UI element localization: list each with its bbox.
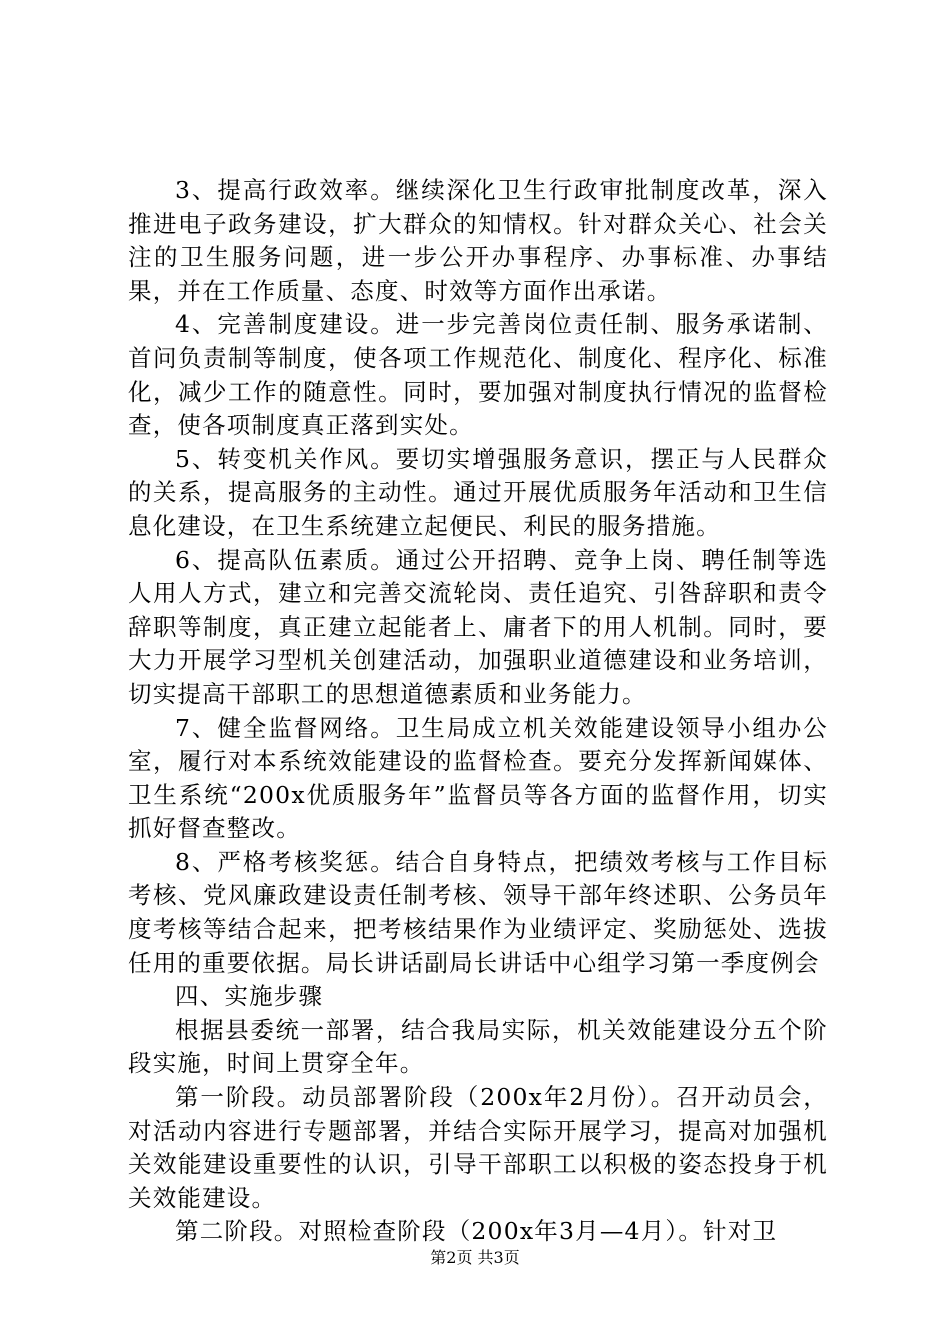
paragraph-deployment: 根据县委统一部署，结合我局实际，机关效能建设分五个阶段实施，时间上贯穿全年。 [128, 1015, 828, 1078]
page-footer: 第2页 共3页 [430, 1248, 520, 1267]
document-body [128, 174, 828, 1249]
section-heading: 四、实施步骤 [175, 982, 324, 1011]
paragraph-supervision-network: 7、健全监督网络。卫生局成立机关效能建设领导小组办公室，履行对本系统效能建设的监督检查。要充分发挥新闻媒体、卫生系统“200x优质服务年”监督员等各方面的监督作用，切实抓好督查整改。 [128, 713, 828, 843]
paragraph-assessment: 8、严格考核奖惩。结合自身特点，把绩效考核与工作目标考核、党风廉政建设责任制考核、领导干部年终述职、公务员年度考核等结合起来，把考核结果作为业绩评定、奖励惩处、选拔任用的重要依据。局长讲话副局长讲话中心组学习第一季度例会 [128, 847, 828, 977]
paragraph-phase-one: 第一阶段。动员部署阶段（200x年2月份）。召开动员会，对活动内容进行专题部署，并结合实际开展学习，提高对加强机关效能建设重要性的认识，引导干部职工以积极的姿态投身于机关效能建设。 [128, 1083, 828, 1212]
paragraph-staff-quality: 6、提高队伍素质。通过公开招聘、竞争上岗、聘任制等选人用人方式，建立和完善交流轮岗、责任追究、引咎辞职和责令辞职等制度，真正建立起能者上、庸者下的用人机制。同时，要大力开展学习型机关创建活动，加强职业道德建设和业务培训，切实提高干部职工的思想道德素质和业务能力。 [128, 545, 828, 708]
paragraph-phase-two: 第二阶段。对照检查阶段（200x年3月—4月）。针对卫 [175, 1217, 778, 1246]
paragraph-improve-efficiency: 3、提高行政效率。继续深化卫生行政审批制度改革，深入推进电子政务建设，扩大群众的知情权。针对群众关心、社会关注的卫生服务问题，进一步公开办事程序、办事标准、办事结果，并在工作质量、态度、时效等方面作出承诺。 [128, 176, 828, 305]
paragraph-system-building: 4、完善制度建设。进一步完善岗位责任制、服务承诺制、首问负责制等制度，使各项工作规范化、制度化、程序化、标准化，减少工作的随意性。同时，要加强对制度执行情况的监督检查，使各项制度真正落到实处。 [128, 310, 828, 440]
paragraph-work-style: 5、转变机关作风。要切实增强服务意识，摆正与人民群众的关系，提高服务的主动性。通过开展优质服务年活动和卫生信息化建设，在卫生系统建立起便民、利民的服务措施。 [128, 444, 828, 540]
